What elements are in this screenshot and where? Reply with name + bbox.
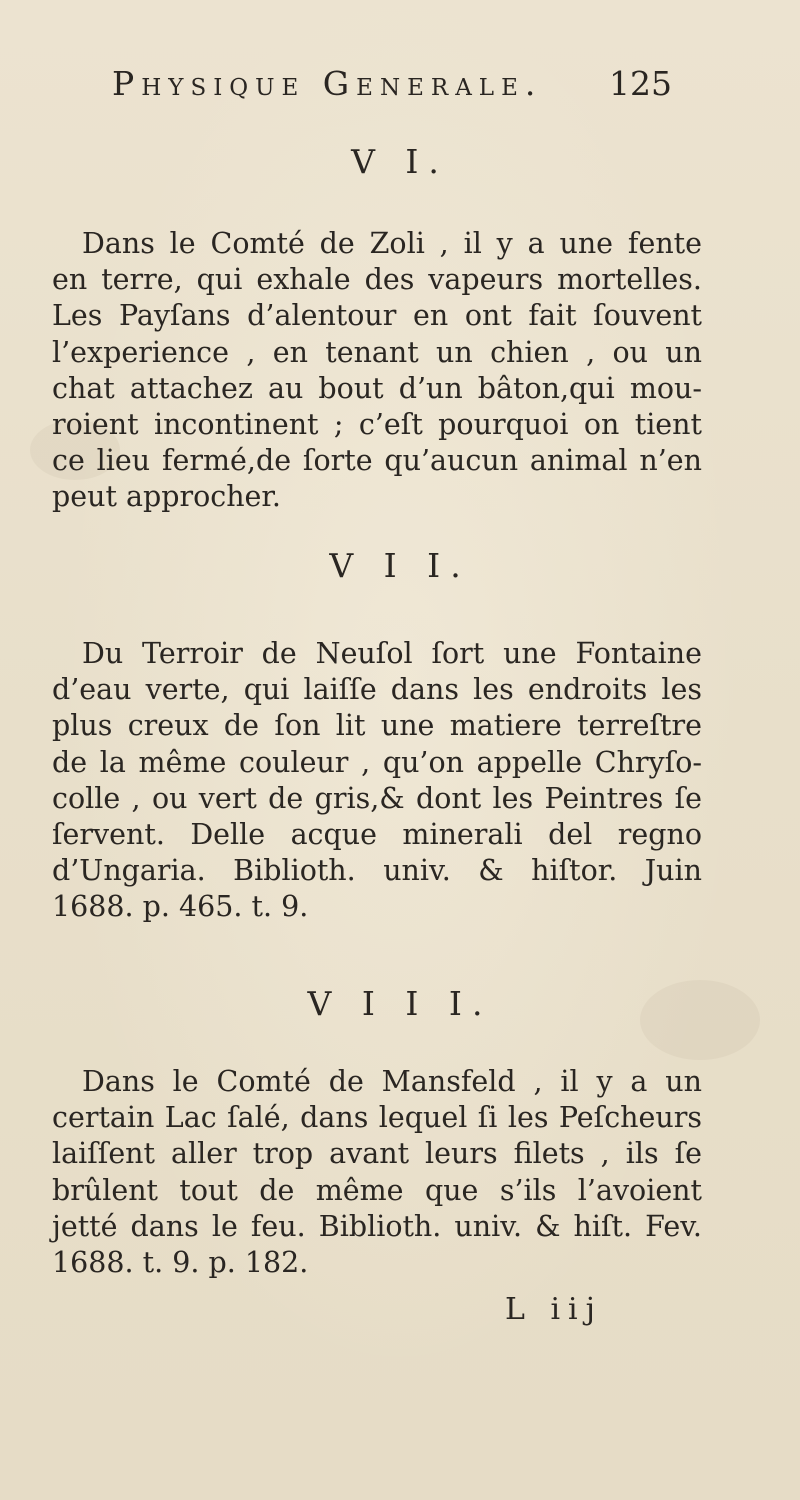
text-line: brûlent tout de même que s’ils l’avoient xyxy=(52,1173,702,1207)
text-line: de la même couleur , qu’on appelle Chryſo- xyxy=(52,745,702,779)
text-line: colle , ou vert de gris,& dont les Peintres ſe xyxy=(52,781,702,815)
text-line: jetté dans le feu. Biblioth. univ. & hiſt. Fev. xyxy=(52,1209,702,1243)
text-line: plus creux de ſon lit une matiere terreſtre xyxy=(52,709,702,743)
text-line: roient incontinent ; c’eſt pourquoi on tient xyxy=(52,408,702,442)
text-line: d’eau verte, qui laiſſe dans les endroits les xyxy=(52,673,702,707)
section-heading-viii: V I I I. xyxy=(307,984,493,1023)
text-line: Dans le Comté de Zoli , il y a une fente xyxy=(82,227,702,260)
paragraph-vii xyxy=(52,636,702,926)
text-line: ſervent. Delle acque minerali del regno xyxy=(52,818,702,852)
text-line: l’experience , en tenant un chien , ou un xyxy=(52,335,702,369)
text-line: ce lieu fermé,de ſorte qu’aucun animal n’en xyxy=(52,444,702,478)
text-line: d’Ungaria. Biblioth. univ. & hiſtor. Juin xyxy=(52,854,702,888)
running-head xyxy=(112,64,672,108)
paragraph-vi xyxy=(52,226,702,516)
text-line: peut approcher. xyxy=(52,480,281,514)
text-line: Du Terroir de Neuſol ſort une Fontaine xyxy=(82,637,702,670)
page-number: 125 xyxy=(609,64,672,103)
section-heading-vii: V I I. xyxy=(329,546,471,585)
text-line: chat attachez au bout d’un bâton,qui mou- xyxy=(52,371,702,405)
text-line: certain Lac ſalé, dans lequel ſi les Peſcheurs xyxy=(52,1101,702,1135)
text-line: en terre, qui exhale des vapeurs mortelles. xyxy=(52,263,702,297)
text-line: 1688. p. 465. t. 9. xyxy=(52,890,309,924)
running-head-title: Physique Generale. xyxy=(112,64,543,103)
section-heading-vi: V I. xyxy=(351,142,449,181)
text-line: Dans le Comté de Mansfeld , il y a un xyxy=(82,1065,702,1098)
text-line: Les Payſans d’alentour en ont fait ſouvent xyxy=(52,299,702,333)
signature-mark: L iij xyxy=(505,1292,603,1327)
text-line: laiſſent aller trop avant leurs filets , ils ſe xyxy=(52,1137,702,1171)
text-line: 1688. t. 9. p. 182. xyxy=(52,1246,309,1280)
paragraph-viii xyxy=(52,1064,702,1281)
